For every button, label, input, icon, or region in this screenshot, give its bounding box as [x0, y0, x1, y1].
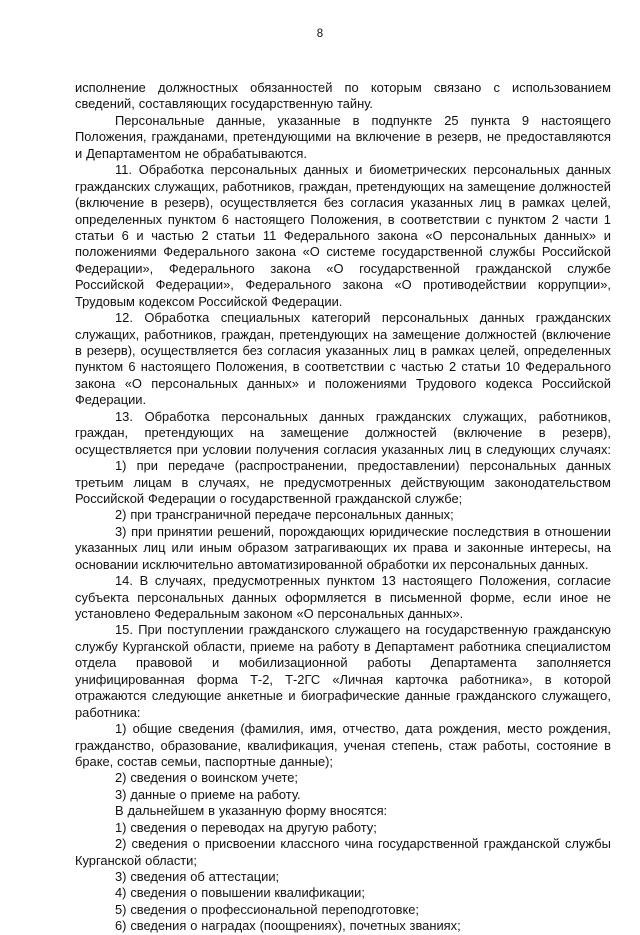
text-line: статьи 6 и частью 2 статьи 11 Федерального закона «О персональных данных» и	[75, 227, 611, 243]
text-line: 13. Обработка персональных данных гражданских служащих, работников,	[115, 408, 611, 424]
text-line: сведений, составляющих государственную тайну.	[75, 96, 373, 112]
text-line: определенных пунктом 6 настоящего Положения, в соответствии с пунктом 2 части 1	[75, 211, 611, 227]
text-line: Федерации.	[75, 392, 147, 408]
text-line: Курганской области;	[75, 852, 197, 868]
text-line: указанных лиц или иным образом затрагивающих их права и законные интересы, на	[75, 540, 611, 556]
text-line: (включение в резерв), осуществляется без согласия указанных лиц в рамках целей,	[75, 195, 611, 211]
text-line: граждан, претендующих на замещение должностей (включение в резерв),	[75, 425, 611, 441]
text-line: закона «О персональных данных» и положениями Трудового кодекса Российской	[75, 375, 611, 391]
text-line: 5) сведения о профессиональной переподготовке;	[115, 901, 419, 917]
text-line: пунктом 6 настоящего Положения, в соответствии с частью 2 статьи 10 Федерального	[75, 359, 611, 375]
text-line: 6) сведения о наградах (поощрениях), почетных званиях;	[115, 918, 461, 934]
text-line: в резерв), осуществляется без согласия указанных лиц в рамках целей, определенных	[75, 343, 611, 358]
text-line: третьим лицам в случаях, не предусмотренных действующим законодательством	[75, 474, 611, 490]
text-line: основании исключительно автоматизированной обработки их персональных данных.	[75, 556, 589, 572]
text-line: Российской Федерации о государственной гражданской службе;	[75, 490, 463, 506]
text-line: Персональные данные, указанные в подпункте 25 пункта 9 настоящего	[115, 112, 611, 128]
text-line: положениями Федерального закона «О системе государственной службы Российской	[75, 244, 611, 260]
text-line: и Департаментом не обрабатываются.	[75, 145, 307, 161]
text-line: 4) сведения о повышении квалификации;	[115, 885, 365, 901]
text-line: исполнение должностных обязанностей по которым связано с использованием	[75, 80, 611, 95]
text-line: браке, состав семьи, паспортные данные);	[75, 753, 334, 769]
text-line: 11. Обработка персональных данных и биометрических персональных данных	[115, 162, 611, 178]
text-line: 15. При поступлении гражданского служащего на государственную гражданскую	[115, 622, 611, 638]
text-line: 3) при принятии решений, порождающих юридические последствия в отношении	[115, 523, 611, 539]
text-line: работника:	[75, 704, 141, 720]
text-line: 14. В случаях, предусмотренных пунктом 13 настоящего Положения, согласие	[115, 573, 611, 589]
text-line: унифицированная форма Т-2, Т-2ГС «Личная карточка работника», в которой	[75, 671, 611, 687]
text-line: служащих, работников, граждан, претендующих на замещение должностей (включение	[75, 326, 611, 342]
text-line: 2) сведения о воинском учете;	[115, 770, 298, 786]
text-line: 1) сведения о переводах на другую работу;	[115, 819, 377, 835]
text-line: 1) общие сведения (фамилия, имя, отчество, дата рождения, место рождения,	[115, 721, 611, 737]
document-body	[75, 80, 611, 935]
text-line: гражданских служащих, работников, граждан, претендующих на замещение должностей	[75, 178, 611, 194]
text-line: отдела правовой и мобилизационной работы Департамента заполняется	[75, 655, 611, 671]
text-line: 1) при передаче (распространении, предоставлении) персональных данных	[115, 458, 611, 474]
text-line: Положения, гражданами, претендующими на включение в резерв, не предоставляются	[75, 129, 611, 145]
text-line: Российской Федерации», Федерального закона «О противодействии коррупции»,	[75, 277, 611, 293]
text-line: В дальнейшем в указанную форму вносятся:	[115, 803, 388, 819]
text-line: установлено Федеральным законом «О персональных данных».	[75, 606, 464, 621]
text-line: гражданство, образование, квалификация, ученая степень, стаж работы, состояние в	[75, 737, 611, 753]
text-line: Федерации», Федерального закона «О государственной гражданской службе	[75, 260, 611, 276]
page-number: 8	[316, 28, 324, 40]
text-line: 3) сведения об аттестации;	[115, 869, 280, 884]
text-line: Трудовым кодексом Российской Федерации.	[75, 293, 343, 309]
text-line: осуществляется при условии получения согласия указанных лиц в следующих случаях:	[75, 441, 611, 457]
text-line: 3) данные о приеме на работу.	[115, 786, 301, 802]
text-line: 2) сведения о присвоении классного чина государственной гражданской службы	[115, 836, 611, 852]
text-line: субъекта персональных данных оформляется в письменной форме, если иное не	[75, 589, 611, 605]
text-line: отражаются следующие анкетные и биографические данные гражданского служащего,	[75, 688, 611, 704]
text-line: службу Курганской области, приеме на работу в Департамент работника специалистом	[75, 638, 611, 654]
text-line: 2) при трансграничной передаче персональных данных;	[115, 507, 454, 523]
text-line: 12. Обработка специальных категорий персональных данных гражданских	[115, 310, 611, 326]
